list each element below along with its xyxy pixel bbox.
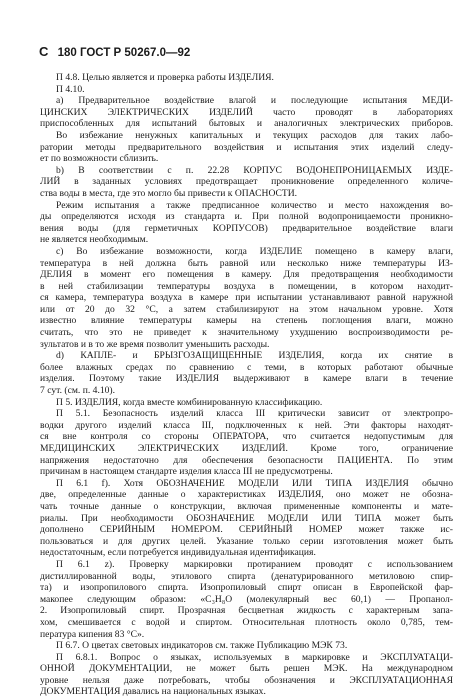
text-line: Режим испытания а также предписанное количество и место нахождения во- [56,199,453,211]
text-line: приспособленных для испытаний бытовых и аналогичных электрических приборов. [40,118,453,130]
text-line: ся вне контроля со стороны ОПЕРАТОРА, что считается недопустимым для [40,431,453,443]
text-line: П 6.1 z). Проверку маркировки протиранием проводят с использованием [56,558,453,570]
page-header [39,44,190,59]
text-line: та) и изопропилового спирта. Изопропиловый спирт описан в Европейской фар- [40,582,453,594]
text-line: П 5.1. Безопасность изделий класса III критически зависит от электропро- [56,408,453,420]
text-line: водки другого изделий класса III, подключенных к ней. Эти факторы находят- [40,419,453,431]
text-line: ся камера, температура воздуха в камере при испытании устанавливают равной наружной [40,292,453,304]
text-line: 7 сут. (см. п. 4.10). [40,385,116,397]
text-line: дистиллированной воды, этилового спирта (денатурированного метиловою спир- [40,570,453,582]
text-line: считать, что это не приведет к значительному ухудшению воспроизводимости ре- [40,327,453,339]
text-line: зультатов и в то же время позволит уменьшить расходы. [40,338,270,350]
text-line: ДЕЛИЯ в момент его помещения в камеру. Для предотвращения необходимости [40,269,453,281]
text-line: ет по возможности сблизить. [40,153,159,165]
document-body [40,72,453,698]
text-line: П 4.10. [56,83,85,95]
text-line: c) Во избежание возможности, когда ИЗДЕЛИЕ помещено в камеру влаги, [56,245,453,257]
text-line: или от 20 до 32 °С, а затем стабилизируют на этом начальном уровне. Хотя [40,303,453,315]
text-line: более влажных средах по сравнению с теми, в которых работают обычные [40,361,453,373]
text-line: 2. Изопропиловый спирт. Прозрачная бесцветная жидкость с характерным запа- [40,605,453,617]
document-id: ГОСТ Р 50267.0—92 [79,47,191,59]
text-line: известно влияние температуры камеры на степень поглощения влаги, можно [40,315,453,327]
text-line: пература кипения 83 °С». [40,628,145,640]
text-line: a) Предварительное воздействие влагой и последующие испытания МЕДИ- [56,95,453,107]
text-line: причинам в настоящем стандарте изделия класса III не предусмотрены. [40,466,333,478]
text-line: d) КАПЛЕ- и БРЫЗГОЗАЩИЩЕННЫЕ ИЗДЕЛИЯ, когда их снятие в [56,350,453,362]
text-line: чать точные данные о конструкции, включая примененные компоненты и мате- [40,500,453,512]
text-line: ства воды в места, где это могло бы привести к ОПАСНОСТИ. [40,187,298,199]
text-line: хом, смешивается с водой и спиртом. Относительная плотность около 0,785, тем- [40,616,453,628]
text-line: две, определенные данные о характеристиках ИЗДЕЛИЯ, оно может не обозна- [40,489,453,501]
section-mark: С [39,44,49,59]
text-line: МЕДИЦИНСКИХ ЭЛЕКТРИЧЕСКИХ ИЗДЕЛИЙ. Кроме того, ограничение [40,443,453,454]
text-line: вения воды (для герметичных КОРПУСОВ) предварительное воздействие влаги [40,222,453,234]
text-line: П 4.8. Целью является и проверка работы ИЗДЕЛИЯ. [56,72,274,83]
text-line: риалы. При необходимости ОБОЗНАЧЕНИЕ МОДЕЛИ ИЛИ ТИПА может быть [40,512,453,524]
text-line: напряжения недостаточно для обеспечения безопасности ПАЦИЕНТА. По этим [40,454,453,466]
text-line: уровне нельзя даже потребовать, чтобы обозначения и ЭКСПЛУАТАЦИОННАЯ [40,674,453,686]
text-line: дополнено СЕРИЙНЫМ НОМЕРОМ. СЕРИЙНЫЙ НОМЕР может также ис- [40,524,453,536]
text-line: П 6.8.1. Вопрос о языках, используемых в маркировке и ЭКСПЛУАТАЦИ- [56,651,453,663]
text-line: температура в ней должна быть равной или несколько ниже температуры ИЗ- [40,257,453,269]
text-line: ЛИЙ в заданных условиях предотвращает проникновение определенного количе- [40,176,453,188]
text-line: пользоваться и для других целей. Указание только серии изготовления может быть [40,535,453,547]
text-line: ды определяются исходя из стандарта и. При полной водопроницаемости проникно- [40,211,453,223]
text-line: П 6.1 f). Хотя ОБОЗНАЧЕНИЕ МОДЕЛИ ИЛИ ТИПА ИЗДЕЛИЯ обычно [56,477,453,489]
text-line: П 5. ИЗДЕЛИЯ, когда вместе комбинированную классификацию. [56,396,323,408]
text-line: ДОКУМЕНТАЦИЯ давались на национальных языках. [40,686,266,698]
text-line: в ней стабилизации температуры воздуха в помещении, в котором находит- [40,280,453,292]
text-line: не является необходимым. [40,234,149,246]
text-line: Во избежание ненужных капитальных и текущих расходов для таких лабо- [56,129,453,141]
page-number: 180 [57,47,77,59]
text-line: ЦИНСКИХ ЭЛЕКТРИЧЕСКИХ ИЗДЕЛИЙ часто проводят в лабораториях [40,106,453,118]
text-line: изделия. Поэтому такие ИЗДЕЛИЯ выдерживают в камере влаги в течение [40,373,453,385]
text-line: П 6.7. О цветах световых индикаторов см. также Публикацию МЭК 73. [56,640,348,652]
text-line: макопее следующим образом: «C₃H₈O (молекулярный вес 60,1) — Пропанол- [40,593,453,605]
text-line: недостаточным, если потребуется индивидуальная идентификация. [40,547,316,559]
text-line: b) В соответствии с п. 22.28 КОРПУС ВОДОНЕПРОНИЦАЕМЫХ ИЗДЕ- [56,164,453,176]
text-line: ратории методы предварительного воздействия и испытания этих изделий следу- [40,141,453,153]
text-line: ОННОЙ ДОКУМЕНТАЦИИ, не может быть решен МЭК. На международном [40,663,453,675]
